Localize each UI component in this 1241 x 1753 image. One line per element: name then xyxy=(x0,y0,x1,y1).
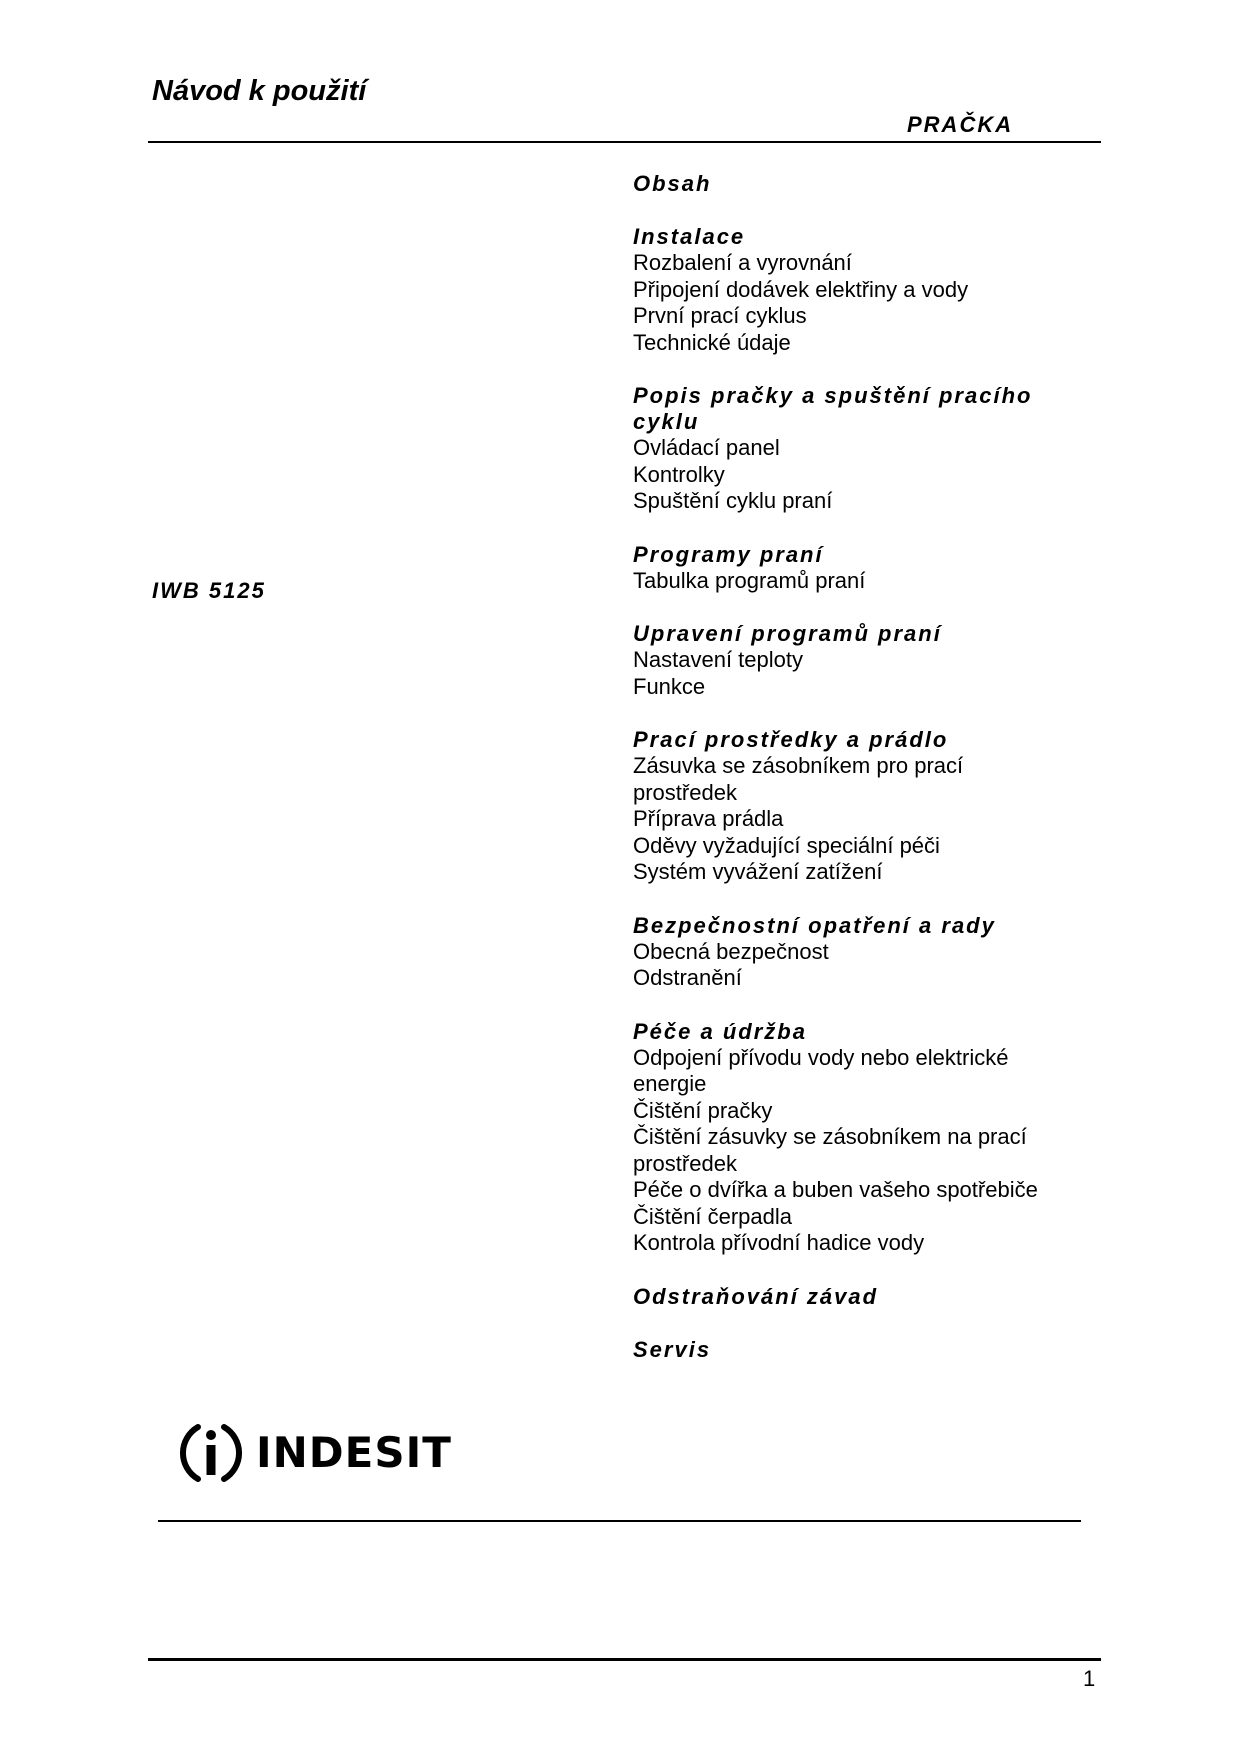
page-number: 1 xyxy=(1083,1666,1096,1691)
toc-section-heading: Prací prostředky a prádlo xyxy=(633,727,949,752)
logo-divider xyxy=(158,1520,1081,1522)
toc-item: Funkce xyxy=(633,673,706,699)
toc-item: Rozbalení a vyrovnání xyxy=(633,250,852,275)
footer-divider xyxy=(148,1658,1101,1661)
toc-item: Tabulka programů praní xyxy=(633,567,866,593)
toc-section-heading: Instalace xyxy=(633,224,746,249)
toc-sections xyxy=(633,224,1073,1363)
toc-item: Odpojení přívodu vody nebo elektrické energie xyxy=(633,1044,1009,1096)
toc-section xyxy=(633,913,1073,992)
brand-name: INDESIT xyxy=(256,1428,452,1477)
toc-item: Zásuvka se zásobníkem pro prací prostředek xyxy=(633,753,964,805)
toc-item: Čištění čerpadla xyxy=(633,1203,792,1229)
table-of-contents xyxy=(633,171,1073,1390)
document-title: Návod k použití xyxy=(152,75,367,107)
header-divider xyxy=(148,141,1101,143)
toc-section xyxy=(633,383,1073,515)
toc-item: Spuštění cyklu praní xyxy=(633,488,833,513)
model-number: IWB 5125 xyxy=(152,578,266,603)
toc-section xyxy=(633,621,1073,700)
toc-section xyxy=(633,224,1073,356)
toc-section-heading: Odstraňování závad xyxy=(633,1283,879,1309)
toc-item: Odstranění xyxy=(633,965,742,990)
toc-section-heading: Programy praní xyxy=(633,541,824,567)
toc-item: Nastavení teploty xyxy=(633,647,803,672)
toc-section-heading: Bezpečnostní opatření a rady xyxy=(633,912,996,938)
toc-section-heading: Péče a údržba xyxy=(633,1018,807,1044)
toc-section xyxy=(633,1337,1073,1363)
brand-logo xyxy=(176,1418,452,1488)
toc-section-heading: Popis pračky a spuštění pracího cyklu xyxy=(633,383,1033,434)
toc-item: Připojení dodávek elektřiny a vody xyxy=(633,276,969,302)
toc-item: Čištění pračky xyxy=(633,1097,773,1123)
toc-item: Kontrola přívodní hadice vody xyxy=(633,1230,925,1255)
toc-item: Ovládací panel xyxy=(633,435,780,460)
toc-item: Oděvy vyžadující speciální péči xyxy=(633,832,940,858)
toc-section xyxy=(633,1284,1073,1310)
toc-section xyxy=(633,727,1073,886)
toc-item: Příprava prádla xyxy=(633,806,784,831)
document-subtitle: PRAČKA xyxy=(907,112,1014,137)
toc-item: Systém vyvážení zatížení xyxy=(633,859,883,884)
toc-item: První prací cyklus xyxy=(633,303,807,328)
toc-item: Technické údaje xyxy=(633,329,791,355)
toc-section-heading: Upravení programů praní xyxy=(633,621,942,646)
toc-section xyxy=(633,542,1073,595)
toc-section-heading: Servis xyxy=(633,1336,712,1362)
toc-item: Péče o dvířka a buben vašeho spotřebiče xyxy=(633,1177,1038,1202)
toc-item: Kontrolky xyxy=(633,461,725,487)
indesit-logo-icon xyxy=(176,1418,246,1488)
toc-item: Obecná bezpečnost xyxy=(633,938,829,964)
toc-title: Obsah xyxy=(633,171,712,196)
toc-item: Čištění zásuvky se zásobníkem na prací prostředek xyxy=(633,1124,1027,1176)
toc-section xyxy=(633,1019,1073,1257)
